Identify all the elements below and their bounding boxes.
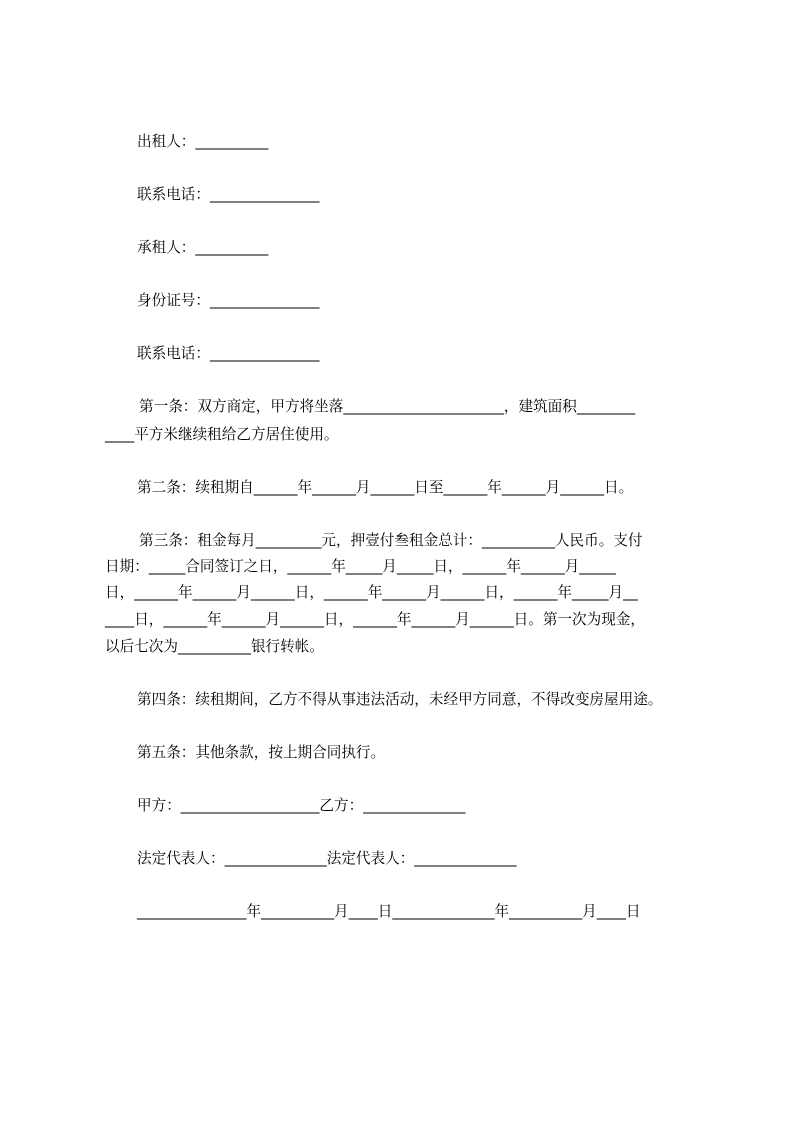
lessee-phone-line: 联系电话：_______________	[137, 345, 320, 362]
article-1-line-1: 第一条：双方商定，甲方将坐落______________________，建筑面积________	[139, 398, 636, 415]
dates-line: _______________年__________月____日______________年__________月____日	[137, 903, 641, 920]
article-3-line-1: 第三条：租金每月_________元，押壹付叁租金总计：__________人民币。支付	[139, 532, 643, 549]
lessor-phone-line: 联系电话：_______________	[137, 186, 320, 203]
article-3-line-2: 日期：_____合同签订之日，______年_____月_____日，______年______月_____	[105, 558, 616, 575]
article-3-line-5: 以后七次为__________银行转帐。	[105, 638, 324, 655]
signature-parties-line: 甲方：___________________乙方：______________	[137, 797, 466, 814]
lessor-line: 出租人：__________	[137, 133, 269, 150]
article-4: 第四条：续租期间，乙方不得从事违法活动，未经甲方同意，不得改变房屋用途。	[137, 691, 663, 708]
article-1-line-2: ____平方米继续租给乙方居住使用。	[105, 426, 339, 443]
article-5: 第五条：其他条款，按上期合同执行。	[137, 744, 386, 761]
article-2: 第二条：续租期自______年______月______日至______年______月______日。	[137, 479, 634, 496]
legal-representatives-line: 法定代表人：______________法定代表人：______________	[137, 850, 517, 867]
article-3-line-4: ____日，______年______月______日，______年______月______日。第一次为现金，	[105, 611, 645, 628]
article-3-line-3: 日，______年______月______日，______年______月______日，______年_____月__	[105, 584, 638, 601]
id-number-line: 身份证号：_______________	[137, 292, 320, 309]
lessee-line: 承租人：__________	[137, 239, 269, 256]
